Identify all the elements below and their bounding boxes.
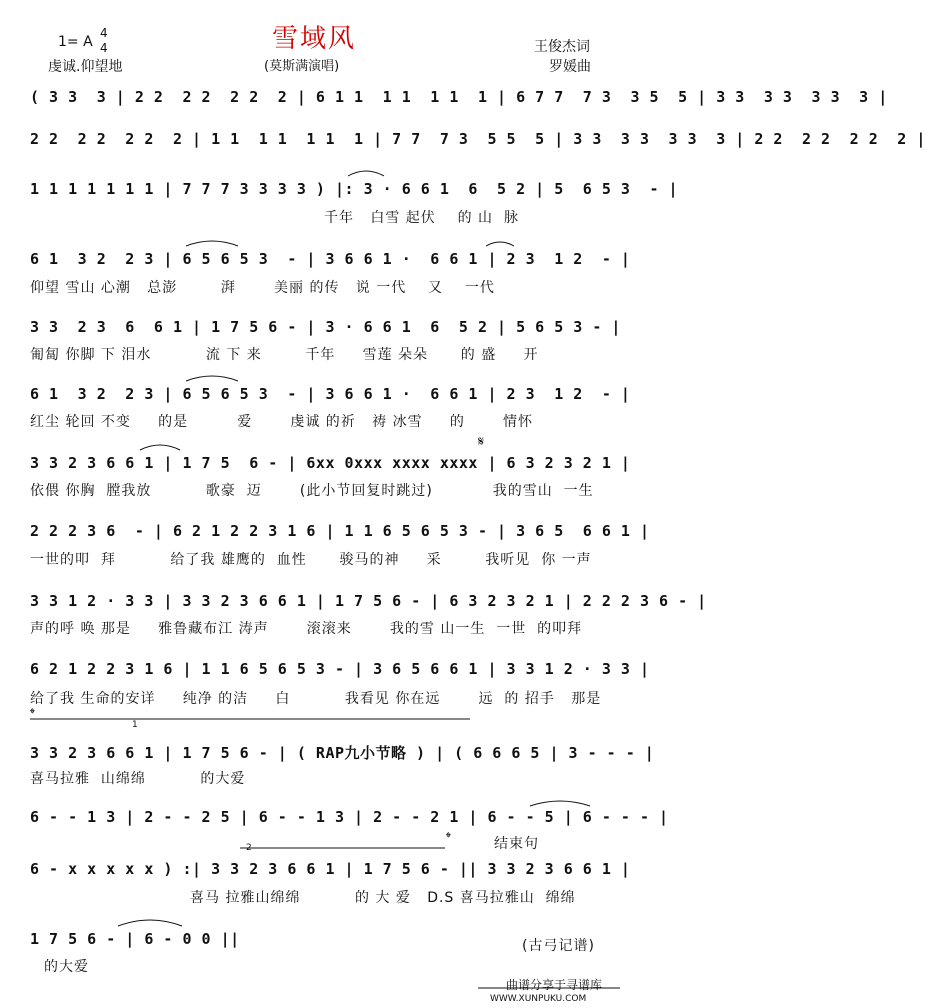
key-signature: 1= A: [58, 34, 93, 50]
page-title: 雪域风: [272, 24, 357, 54]
score-row-8-lyrics: 一世的叩 拜 给了我 雄鹰的 血性 骏马的神 采 我听见 你 一声: [30, 552, 592, 568]
score-row-5-lyrics: 匍匐 你脚 下 泪水 流 下 来 千年 雪莲 朵朵 的 盛 开: [30, 347, 539, 363]
tie-arc: [186, 241, 238, 246]
tie-arc: [186, 376, 238, 381]
subtitle: (莫斯满演唱): [264, 59, 340, 74]
score-row-1-notes: ( 3 3 3 | 2 2 2 2 2 2 2 | 6 1 1 1 1 1 1 1 | 6 7 7 7 3 3 5 5 | 3 3 3 3 3 3 3 |: [30, 88, 888, 106]
coda-sign-2: 𝄌: [446, 830, 451, 846]
score-row-14-notes: 1 7 5 6 - | 6 - 0 0 ||: [30, 930, 240, 948]
score-row-13-notes: 6 - x x x x x ) :| 3 3 2 3 6 6 1 | 1 7 5 6 - || 3 3 2 3 6 6 1 |: [30, 860, 631, 878]
time-signature-top: 4: [100, 26, 108, 40]
tie-arc: [486, 242, 514, 246]
score-row-14-lyrics: 的大爱: [44, 959, 89, 975]
tie-arc: [140, 445, 180, 450]
score-row-10-notes: 6 2 1 2 2 3 1 6 | 1 1 6 5 6 5 3 - | 3 6 5 6 6 1 | 3 3 1 2 · 3 3 |: [30, 660, 650, 678]
score-row-10-lyrics: 给了我 生命的安详 纯净 的洁 白 我看见 你在远 远 的 招手 那是: [30, 691, 602, 707]
score-row-3-lyrics: 千年 白雪 起伏 的 山 脉: [324, 210, 519, 226]
segno-sign: 𝄋: [478, 434, 485, 450]
score-row-8-notes: 2 2 2 3 6 - | 6 2 1 2 2 3 1 6 | 1 1 6 5 6 5 3 - | 3 6 5 6 6 1 |: [30, 522, 650, 540]
score-row-9-notes: 3 3 1 2 · 3 3 | 3 3 2 3 6 6 1 | 1 7 5 6 - | 6 3 2 3 2 1 | 2 2 2 3 6 - |: [30, 592, 707, 610]
score-row-7-lyrics: 依偎 你胸 膛我放 歌豪 迈 (此小节回复时跳过) 我的雪山 一生: [30, 483, 594, 499]
score-row-5-notes: 3 3 2 3 6 6 1 | 1 7 5 6 - | 3 · 6 6 1 6 5 2 | 5 6 5 3 - |: [30, 318, 621, 336]
score-row-3-notes: 1 1 1 1 1 1 1 | 7 7 7 3 3 3 3 ) |: 3 · 6 6 1 6 5 2 | 5 6 5 3 - |: [30, 180, 679, 198]
score-row-11-notes: 3 3 2 3 6 6 1 | 1 7 5 6 - | ( RAP九小节略 ) | ( 6 6 6 5 | 3 - - - |: [30, 744, 655, 762]
score-row-6-notes: 6 1 3 2 2 3 | 6 5 6 5 3 - | 3 6 6 1 · 6 6 1 | 2 3 1 2 - |: [30, 385, 631, 403]
score-row-2-notes: 2 2 2 2 2 2 2 | 1 1 1 1 1 1 1 | 7 7 7 3 5 5 5 | 3 3 3 3 3 3 3 | 2 2 2 2 2 2 2 |: [30, 130, 926, 148]
lyricist: 王俊杰词: [534, 39, 590, 55]
score-row-4-notes: 6 1 3 2 2 3 | 6 5 6 5 3 - | 3 6 6 1 · 6 6 1 | 2 3 1 2 - |: [30, 250, 631, 268]
score-row-6-lyrics: 红尘 轮回 不变 的是 爱 虔诚 的祈 祷 冰雪 的 情怀: [30, 414, 534, 430]
tie-arc: [348, 171, 384, 176]
score-row-11-lyrics: 喜马拉雅 山绵绵 的大爱: [30, 771, 246, 787]
ending-1-label: 1: [132, 720, 138, 730]
site-url: WWW.XUNPUKU.COM: [490, 994, 587, 1004]
score-row-9-lyrics: 声的呼 唤 那是 雅鲁藏布江 涛声 滚滚来 我的雪 山一生 一世 的叩拜: [30, 621, 583, 637]
coda-sign-1: 𝄌: [30, 706, 35, 722]
tempo-mark: 虔诚.仰望地: [48, 59, 123, 75]
composer: 罗媛曲: [549, 59, 591, 75]
score-row-7-notes: 3 3 2 3 6 6 1 | 1 7 5 6 - | 6xx 0xxx xxxx xxxx | 6 3 2 3 2 1 |: [30, 454, 631, 472]
tie-arc: [530, 801, 590, 806]
score-row-4-lyrics: 仰望 雪山 心潮 总澎 湃 美丽 的传 说 一代 又 一代: [30, 280, 495, 296]
share-note: 曲谱分享于寻谱库: [506, 978, 603, 992]
ending-2-label: 2: [246, 843, 252, 853]
time-signature-bottom: 4: [100, 41, 108, 55]
tie-arc: [118, 920, 182, 926]
recorder-credit: (古弓记谱): [522, 938, 595, 954]
end-sentence-label: 结束句: [494, 836, 539, 852]
score-row-12-notes: 6 - - 1 3 | 2 - - 2 5 | 6 - - 1 3 | 2 - - 2 1 | 6 - - 5 | 6 - - - |: [30, 808, 669, 826]
score-row-13-lyrics: 喜马 拉雅山绵绵 的 大 爱 D.S 喜马拉雅山 绵绵: [190, 890, 576, 906]
